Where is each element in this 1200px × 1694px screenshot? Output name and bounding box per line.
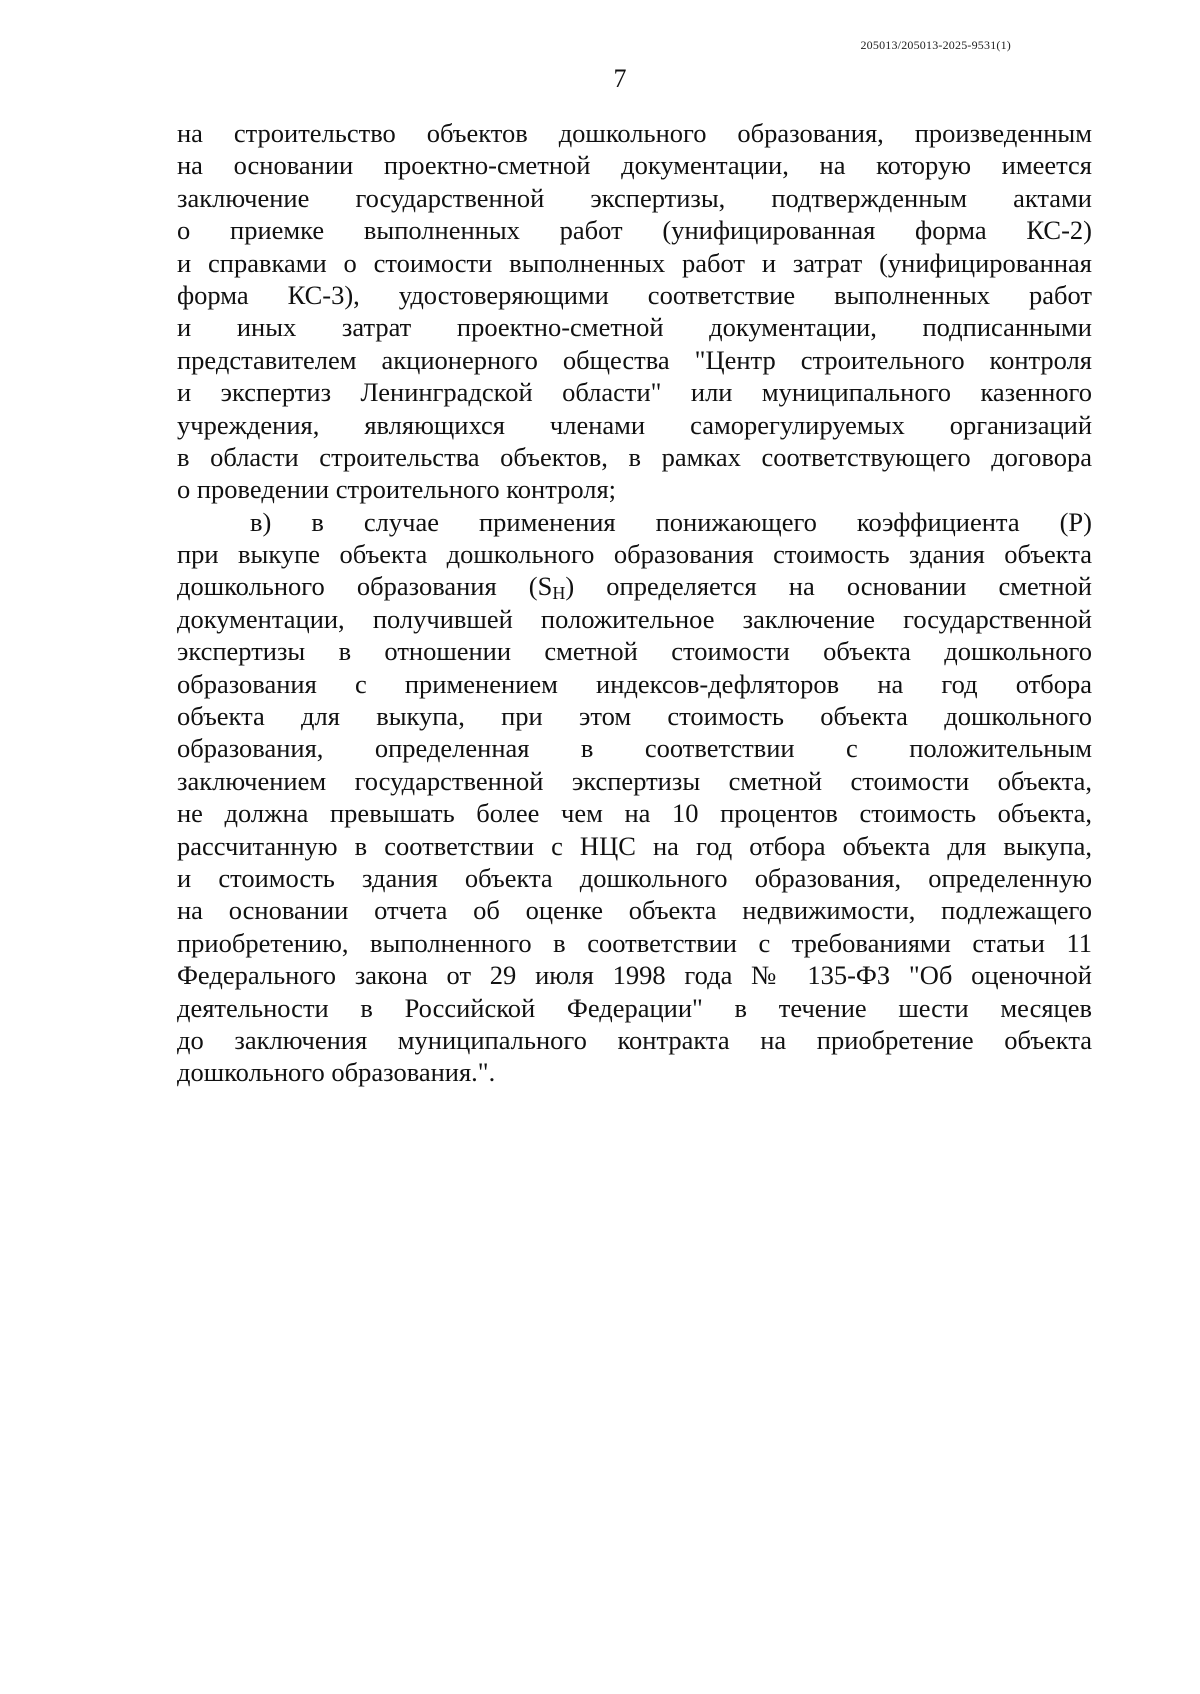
- document-registration-number: 205013/205013-2025-9531(1): [860, 38, 1011, 52]
- text-line: о приемке выполненных работ (унифицированная форма КС-2): [177, 215, 1092, 246]
- text-line: экспертизы в отношении сметной стоимости объекта дошкольного: [177, 636, 1092, 667]
- text-line: учреждения, являющихся членами саморегулируемых организаций: [177, 409, 1092, 440]
- text-line: дошкольного образования.".: [177, 1057, 496, 1088]
- text-line: деятельности в Российской Федерации" в течение шести месяцев: [177, 992, 1092, 1023]
- text-line: Федерального закона от 29 июля 1998 года № 135-ФЗ "Об оценочной: [177, 960, 1092, 991]
- text-line: на строительство объектов дошкольного образования, произведенным: [177, 118, 1092, 148]
- text-line-with-subscript: [177, 570, 1092, 602]
- text-line: в области строительства объектов, в рамках соответствующего договора: [177, 441, 1092, 472]
- paragraph-v: [177, 506, 1092, 1089]
- text-fragment: дошкольного образования (S: [177, 571, 553, 602]
- text-line: форма КС-3), удостоверяющими соответствие выполненных работ: [177, 279, 1092, 310]
- text-line: рассчитанную в соответствии с НЦС на год отбора объекта для выкупа,: [177, 830, 1092, 861]
- text-line: и стоимость здания объекта дошкольного образования, определенную: [177, 862, 1092, 893]
- text-line: заключение государственной экспертизы, подтвержденным актами: [177, 182, 1092, 213]
- text-line: документации, получившей положительное заключение государственной: [177, 603, 1092, 634]
- text-line: и иных затрат проектно-сметной документации, подписанными: [177, 312, 1092, 343]
- text-line: не должна превышать более чем на 10 процентов стоимость объекта,: [177, 798, 1092, 829]
- text-line: и экспертиз Ленинградской области" или муниципального казенного: [177, 377, 1092, 408]
- text-line: заключением государственной экспертизы сметной стоимости объекта,: [177, 765, 1092, 796]
- text-line: приобретению, выполненного в соответствии с требованиями статьи 11: [177, 927, 1092, 958]
- subscript-n: Н: [552, 583, 566, 604]
- text-line: до заключения муниципального контракта на приобретение объекта: [177, 1024, 1092, 1055]
- text-line: при выкупе объекта дошкольного образования стоимость здания объекта: [177, 539, 1092, 570]
- page-number: 7: [613, 64, 627, 93]
- text-line: и справками о стоимости выполненных работ и затрат (унифицированная: [177, 247, 1092, 278]
- text-line: образования с применением индексов-дефляторов на год отбора: [177, 668, 1092, 699]
- text-line: о проведении строительного контроля;: [177, 474, 617, 505]
- text-line: на основании проектно-сметной документации, на которую имеется: [177, 150, 1092, 181]
- text-fragment: ) определяется на основании сметной: [565, 571, 1092, 602]
- body-text: [177, 117, 1092, 1089]
- text-line: объекта для выкупа, при этом стоимость объекта дошкольного: [177, 701, 1092, 732]
- text-line: представителем акционерного общества "Центр строительного контроля: [177, 344, 1092, 375]
- text-line: образования, определенная в соответствии с положительным: [177, 733, 1092, 764]
- paragraph-continuation: [177, 117, 1092, 506]
- text-line: на основании отчета об оценке объекта недвижимости, подлежащего: [177, 895, 1092, 926]
- text-line: в) в случае применения понижающего коэффициента (Р): [250, 506, 1092, 537]
